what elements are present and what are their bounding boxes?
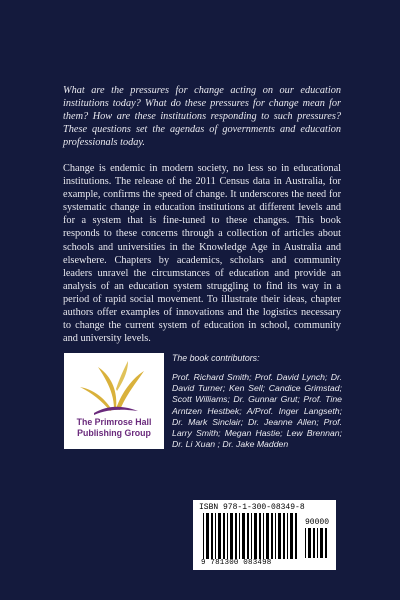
body-paragraph: Change is endemic in modern society, no less so in educational institutions. The release of the 2011 Census data in Australia, for example, confirms the speed of change. It underscores the need for systematic change in education institutions at different levels and for a system that is fine-tuned to these changes. This book responds to these concerns through a collection of articles about schools and universities in the Knowledge Age in Australia and elsewhere. Chapters by academics, scholars and community leaders unravel the circumstances of education and provide an analysis of an education system struggling to find its way in a period of rapid social movement. To illustrate their ideas, chapter authors offer examples of innovations and the logistics necessary to change the current system of education in school, community and university levels.: [63, 163, 341, 345]
flower-logo-icon: [64, 353, 164, 417]
price-barcode-bars: [305, 528, 331, 558]
barcode: [193, 500, 336, 570]
barcode-digits: 9 781300 083498: [201, 559, 272, 567]
publisher-name: [64, 417, 164, 439]
barcode-bars: [203, 513, 301, 559]
price-code: 90000: [305, 518, 330, 527]
publisher-name-line2: Publishing Group: [77, 428, 151, 438]
contributors-list: Prof. Richard Smith; Prof. David Lynch; Dr. David Turner; Ken Sell; Candice Grimstad; Scott Williams; Dr. Gunnar Grut; Prof. Tine Arntzen Hestbek; A/Prof. Inger Langseth; Dr. Mark Sinclair; Dr. Jeanne Allen; Prof. Larry Smith; Megan Hastie; Lew Brennan; Dr. Li Xuan ; Dr. Jake Madden: [172, 372, 342, 450]
publisher-logo: [64, 353, 164, 449]
contributors-title: The book contributors:: [172, 353, 260, 363]
publisher-name-line1: The Primrose Hall: [76, 417, 152, 427]
intro-paragraph: What are the pressures for change acting on our education institutions today? What do these pressures for change mean for them? How are these institutions responding to such pressures? These questions set the agendas of governments and education professionals today.: [63, 85, 341, 148]
isbn-label: ISBN 978-1-300-08349-8: [199, 503, 305, 512]
